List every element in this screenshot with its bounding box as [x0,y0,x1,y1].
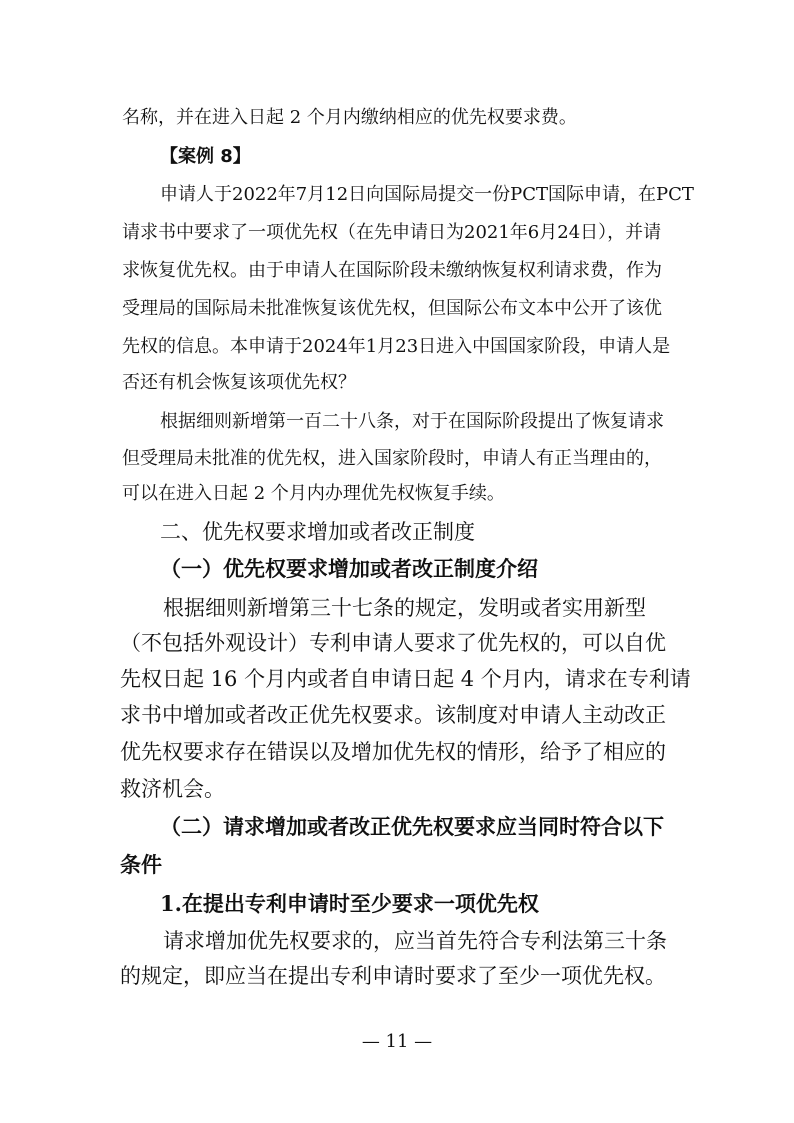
paragraph-line: 优先权要求存在错误以及增加优先权的情形，给予了相应的 [120,740,666,764]
paragraph-line: 申请人于2022年7月12日向国际局提交一份PCT国际申请，在PCT [160,184,694,205]
subsection-heading: （一）优先权要求增加或者改正制度介绍 [160,556,538,581]
paragraph-line: 求恢复优先权。由于申请人在国际阶段未缴纳恢复权利请求费，作为 [122,260,662,281]
subsection-heading-cont: 条件 [120,852,162,877]
case-heading: 【案例 8】 [160,146,251,167]
paragraph-line: 可以在进入日起 2 个月内办理优先权恢复手续。 [122,483,505,504]
paragraph-line: 救济机会。 [120,777,225,801]
paragraph-line: 但受理局未批准的优先权，进入国家阶段时，申请人有正当理由的， [122,448,662,469]
paragraph-line: 求书中增加或者改正优先权要求。该制度对申请人主动改正 [120,703,666,727]
paragraph-line: 名称，并在进入日起 2 个月内缴纳相应的优先权要求费。 [122,107,577,128]
paragraph-line: 请求书中要求了一项优先权（在先申请日为2021年6月24日），并请 [122,222,662,243]
paragraph-line: 先权日起 16 个月内或者自申请日起 4 个月内，请求在专利请 [120,667,691,691]
paragraph-line: 否还有机会恢复该项优先权？ [122,372,356,393]
paragraph-line: 根据细则新增第一百二十八条，对于在国际阶段提出了恢复请求 [160,411,664,432]
paragraph-line: 先权的信息。本申请于2024年1月23日进入中国国家阶段，申请人是 [122,336,671,357]
paragraph-line: 受理局的国际局未批准恢复该优先权，但国际公布文本中公开了该优 [122,298,662,319]
paragraph-line: 请求增加优先权要求的，应当首先符合专利法第三十条 [163,929,667,953]
paragraph-line: （不包括外观设计）专利申请人要求了优先权的，可以自优 [120,631,666,655]
item-heading: 1.在提出专利申请时至少要求一项优先权 [160,891,539,916]
paragraph-line: 根据细则新增第三十七条的规定，发明或者实用新型 [163,596,646,620]
paragraph-line: 的规定，即应当在提出专利申请时要求了至少一项优先权。 [120,964,666,988]
subsection-heading: （二）请求增加或者改正优先权要求应当同时符合以下 [160,814,664,839]
section-heading: 二、优先权要求增加或者改正制度 [160,520,475,544]
page-number: — 11 — [361,1031,433,1052]
